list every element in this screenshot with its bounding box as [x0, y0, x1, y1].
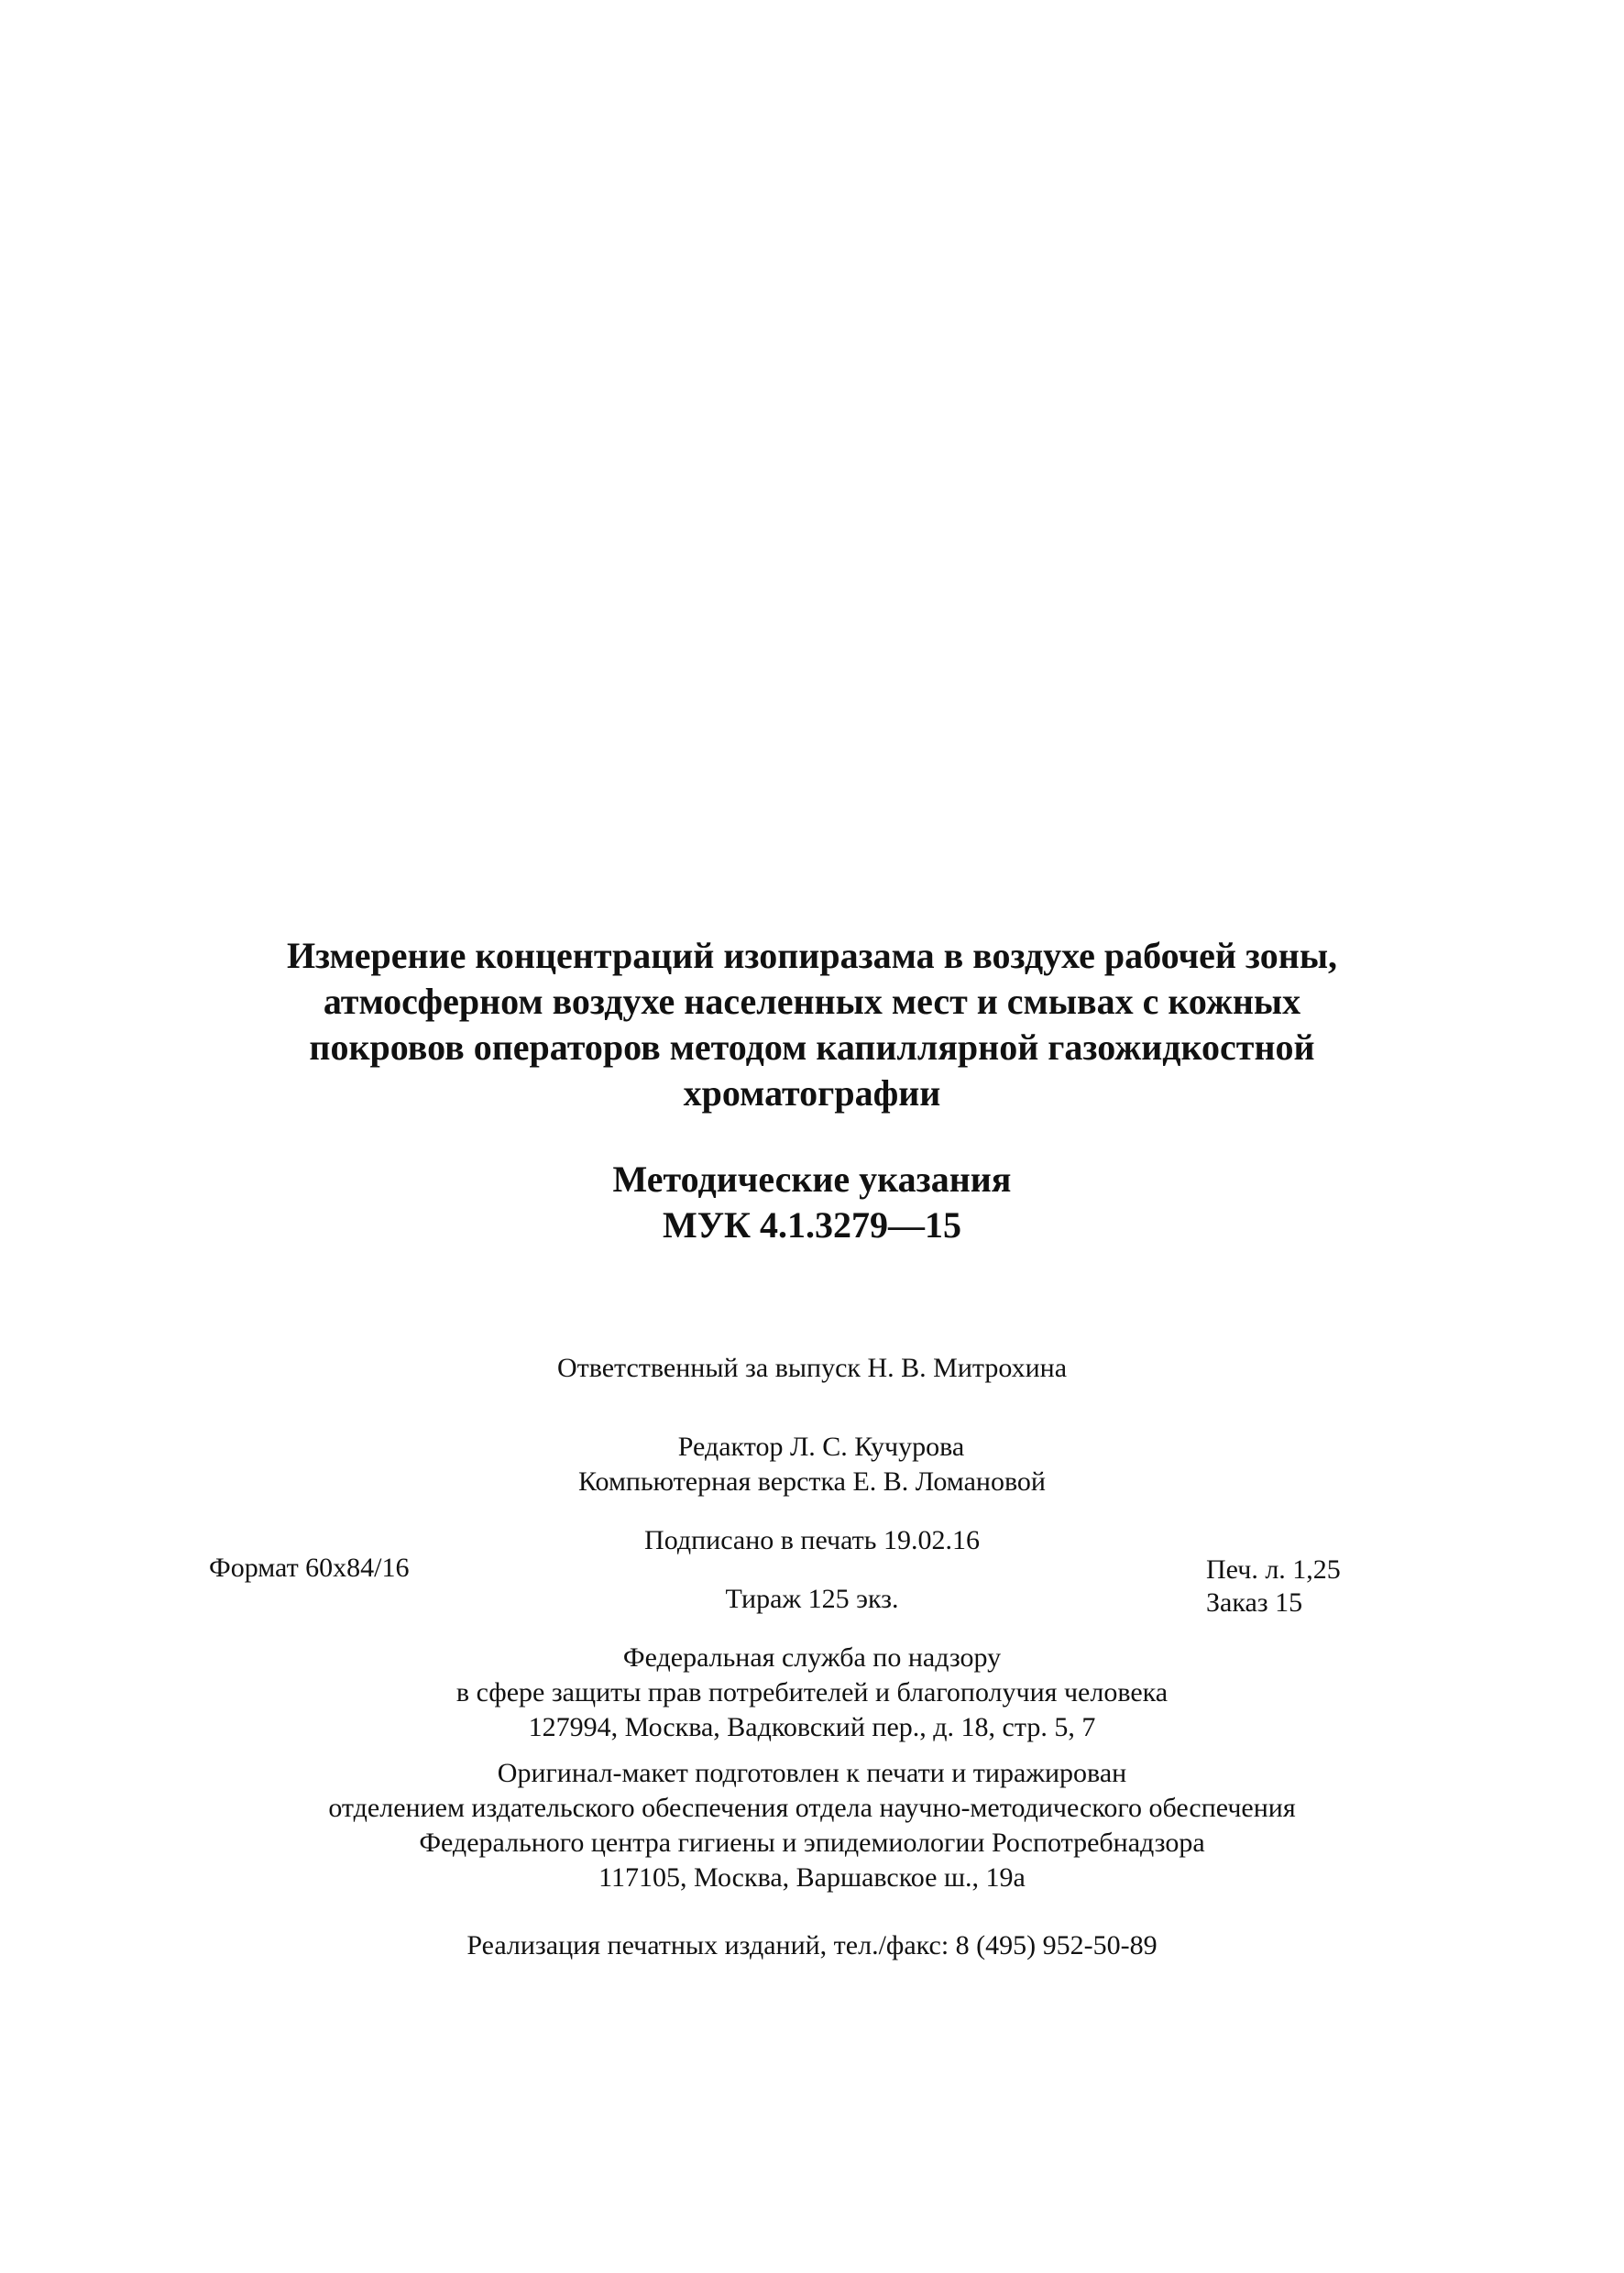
document-code: МУК 4.1.3279—15 [662, 1204, 962, 1246]
title-line: Измерение концентраций изопиразама в воздухе рабочей зоны, [286, 935, 1338, 976]
paper-format: Формат 60x84/16 [209, 1553, 410, 1583]
origin-line: Оригинал-макет подготовлен к печати и тиражирован [497, 1758, 1127, 1788]
title-line: атмосферном воздухе населенных мест и смывах с кожных [323, 981, 1301, 1022]
document-type: Методические указания [612, 1158, 1012, 1200]
sales-contact: Реализация печатных изданий, тел./факс: 8 (495) 952-50-89 [466, 1930, 1158, 1960]
origin-line: 117105, Москва, Варшавское ш., 19а [598, 1862, 1026, 1893]
signed-date: Подписано в печать 19.02.16 [644, 1525, 980, 1555]
origin-block [0, 1756, 1624, 1895]
publisher-block [0, 1641, 1624, 1745]
document-title [0, 933, 1624, 1116]
publisher-line: в сфере защиты прав потребителей и благополучия человека [455, 1677, 1169, 1707]
circulation: Тираж 125 экз. [725, 1584, 899, 1614]
publisher-line: 127994, Москва, Вадковский пер., д. 18, стр. 5, 7 [528, 1712, 1096, 1742]
origin-line: отделением издательского обеспечения отдела научно-методического обеспечения [328, 1793, 1296, 1823]
order-number: Заказ 15 [1206, 1587, 1303, 1618]
origin-line: Федерального центра гигиены и эпидемиологии Роспотребнадзора [419, 1828, 1205, 1858]
responsible-person: Ответственный за выпуск Н. В. Митрохина [556, 1353, 1068, 1383]
title-line: покровов операторов методом капиллярной газожидкостной [309, 1027, 1315, 1068]
print-sheets: Печ. л. 1,25 [1206, 1554, 1341, 1585]
editor: Редактор Л. С. Кучурова [677, 1432, 965, 1462]
publisher-line: Федеральная служба по надзору [622, 1642, 1002, 1673]
editor-block [0, 1430, 1624, 1499]
document-type-block [0, 1157, 1624, 1248]
title-line: хроматографии [683, 1072, 941, 1114]
layout-credit: Компьютерная верстка Е. В. Ломановой [578, 1466, 1046, 1497]
